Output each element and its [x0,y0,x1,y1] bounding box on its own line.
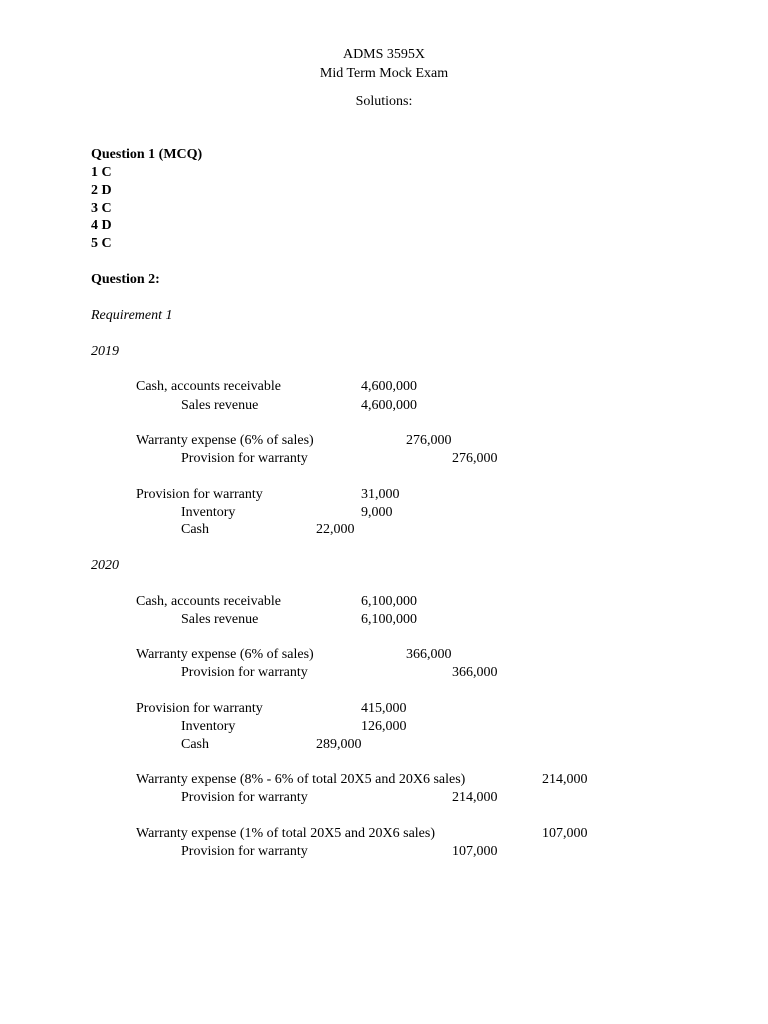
credit-amount: 126,000 [361,719,407,734]
debit-account: Warranty expense (6% of sales) [136,647,314,662]
year-heading-2020: 2020 [91,558,119,573]
debit-amount: 4,600,000 [361,379,417,394]
requirement-heading: Requirement 1 [91,308,173,323]
debit-amount: 214,000 [542,772,588,787]
credit-account: Inventory [181,719,236,734]
debit-amount: 31,000 [361,487,400,502]
credit-amount: 6,100,000 [361,612,417,627]
question-2-title: Question 2: [91,272,160,287]
credit-account: Cash [181,737,209,752]
credit-amount: 4,600,000 [361,398,417,413]
course-code: ADMS 3595X [342,47,426,62]
credit-amount: 276,000 [452,451,498,466]
debit-account: Cash, accounts receivable [136,594,281,609]
debit-account: Provision for warranty [136,487,263,502]
debit-account: Warranty expense (1% of total 20X5 and 20X6 sales) [136,826,436,841]
debit-account: Cash, accounts receivable [136,379,281,394]
credit-amount: 366,000 [452,665,498,680]
debit-amount: 415,000 [361,701,407,716]
debit-account: Warranty expense (6% of sales) [136,433,314,448]
credit-amount: 214,000 [452,790,498,805]
credit-account: Sales revenue [181,612,259,627]
year-heading-2019: 2019 [91,344,119,359]
credit-account: Inventory [181,505,236,520]
answer-item: 4 D [91,218,112,233]
credit-amount: 107,000 [452,844,498,859]
credit-account: Provision for warranty [181,665,308,680]
credit-account: Sales revenue [181,398,259,413]
credit-account: Provision for warranty [181,844,308,859]
debit-amount: 6,100,000 [361,594,417,609]
credit-amount: 22,000 [316,522,355,537]
answer-item: 2 D [91,183,112,198]
answer-item: 5 C [91,236,112,251]
answer-item: 3 C [91,201,112,216]
solutions-heading: Solutions: [355,94,413,109]
answer-item: 1 C [91,165,112,180]
credit-amount: 9,000 [361,505,393,520]
debit-account: Provision for warranty [136,701,263,716]
credit-account: Provision for warranty [181,790,308,805]
debit-amount: 107,000 [542,826,588,841]
debit-amount: 276,000 [406,433,452,448]
question-1-title: Question 1 (MCQ) [91,147,203,162]
debit-amount: 366,000 [406,647,452,662]
exam-title: Mid Term Mock Exam [319,66,449,81]
credit-account: Provision for warranty [181,451,308,466]
credit-amount: 289,000 [316,737,362,752]
debit-account: Warranty expense (8% - 6% of total 20X5 and 20X6 sales) [136,772,466,787]
credit-account: Cash [181,522,209,537]
